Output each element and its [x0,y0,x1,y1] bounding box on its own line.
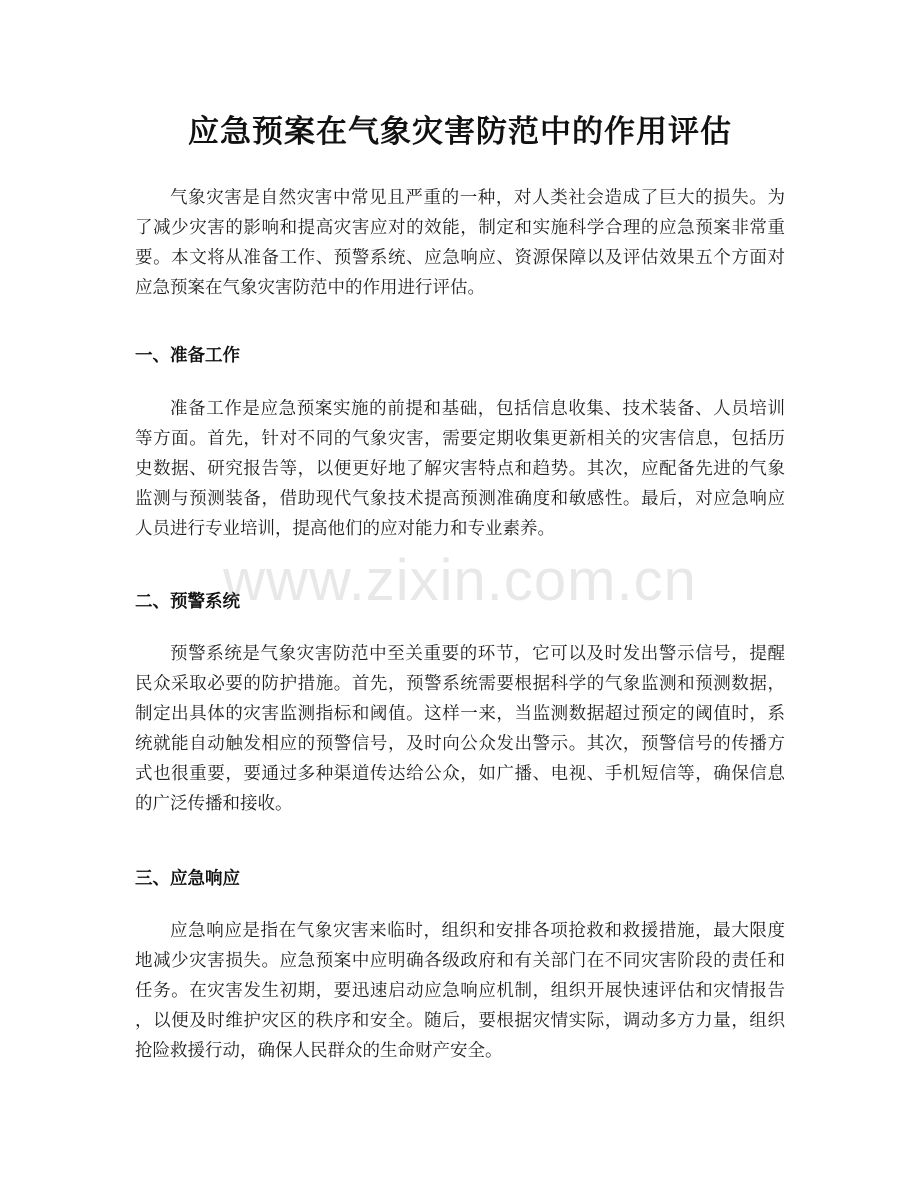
section-line: 准备工作是应急预案实施的前提和基础，包括信息收集、技术装备、人员培训 [170,399,785,419]
section-line: 的广泛传播和接收。 [135,794,293,814]
section-line: 式也很重要，要通过多种渠道传达给公众，如广播、电视、手机短信等，确保信息 [135,764,785,784]
section-line: ，以便及时维护灾区的秩序和安全。随后，要根据灾情实际，调动多方力量，组织 [135,1011,785,1031]
section-line: 制定出具体的灾害监测指标和阈值。这样一来，当监测数据超过预定的阈值时，系 [135,704,785,724]
section-heading-preparation: 一、准备工作 [135,346,240,366]
watermark: www.zixin.com.cn [223,548,697,613]
section-line: 人员进行专业培训，提高他们的应对能力和专业素养。 [135,519,555,539]
section-line: 地减少灾害损失。应急预案中应明确各级政府和有关部门在不同灾害阶段的责任和 [135,951,785,971]
intro-line: 气象灾害是自然灾害中常见且严重的一种，对人类社会造成了巨大的损失。为 [170,188,785,208]
section-line: 史数据、研究报告等，以便更好地了解灾害特点和趋势。其次，应配备先进的气象 [135,459,785,479]
section-line: 监测与预测装备，借助现代气象技术提高预测准确度和敏感性。最后，对应急响应 [135,489,785,509]
intro-line: 要。本文将从准备工作、预警系统、应急响应、资源保障以及评估效果五个方面对 [135,248,785,268]
document-title: 应急预案在气象灾害防范中的作用评估 [188,114,732,150]
section-line: 等方面。首先，针对不同的气象灾害，需要定期收集更新相关的灾害信息，包括历 [135,429,785,449]
section-line: 任务。在灾害发生初期，要迅速启动应急响应机制，组织开展快速评估和灾情报告 [135,981,785,1001]
section-heading-emergency-response: 三、应急响应 [135,869,240,889]
section-line: 应急响应是指在气象灾害来临时，组织和安排各项抢救和救援措施，最大限度 [170,921,785,941]
section-line: 抢险救援行动，确保人民群众的生命财产安全。 [135,1041,503,1061]
intro-line: 应急预案在气象灾害防范中的作用进行评估。 [135,278,485,298]
section-line: 统就能自动触发相应的预警信号，及时向公众发出警示。其次，预警信号的传播方 [135,734,785,754]
section-line: 民众采取必要的防护措施。首先，预警系统需要根据科学的气象监测和预测数据， [135,674,785,694]
section-heading-warning-system: 二、预警系统 [135,592,240,612]
intro-line: 了减少灾害的影响和提高灾害应对的效能，制定和实施科学合理的应急预案非常重 [135,218,785,238]
section-line: 预警系统是气象灾害防范中至关重要的环节，它可以及时发出警示信号，提醒 [170,644,785,664]
